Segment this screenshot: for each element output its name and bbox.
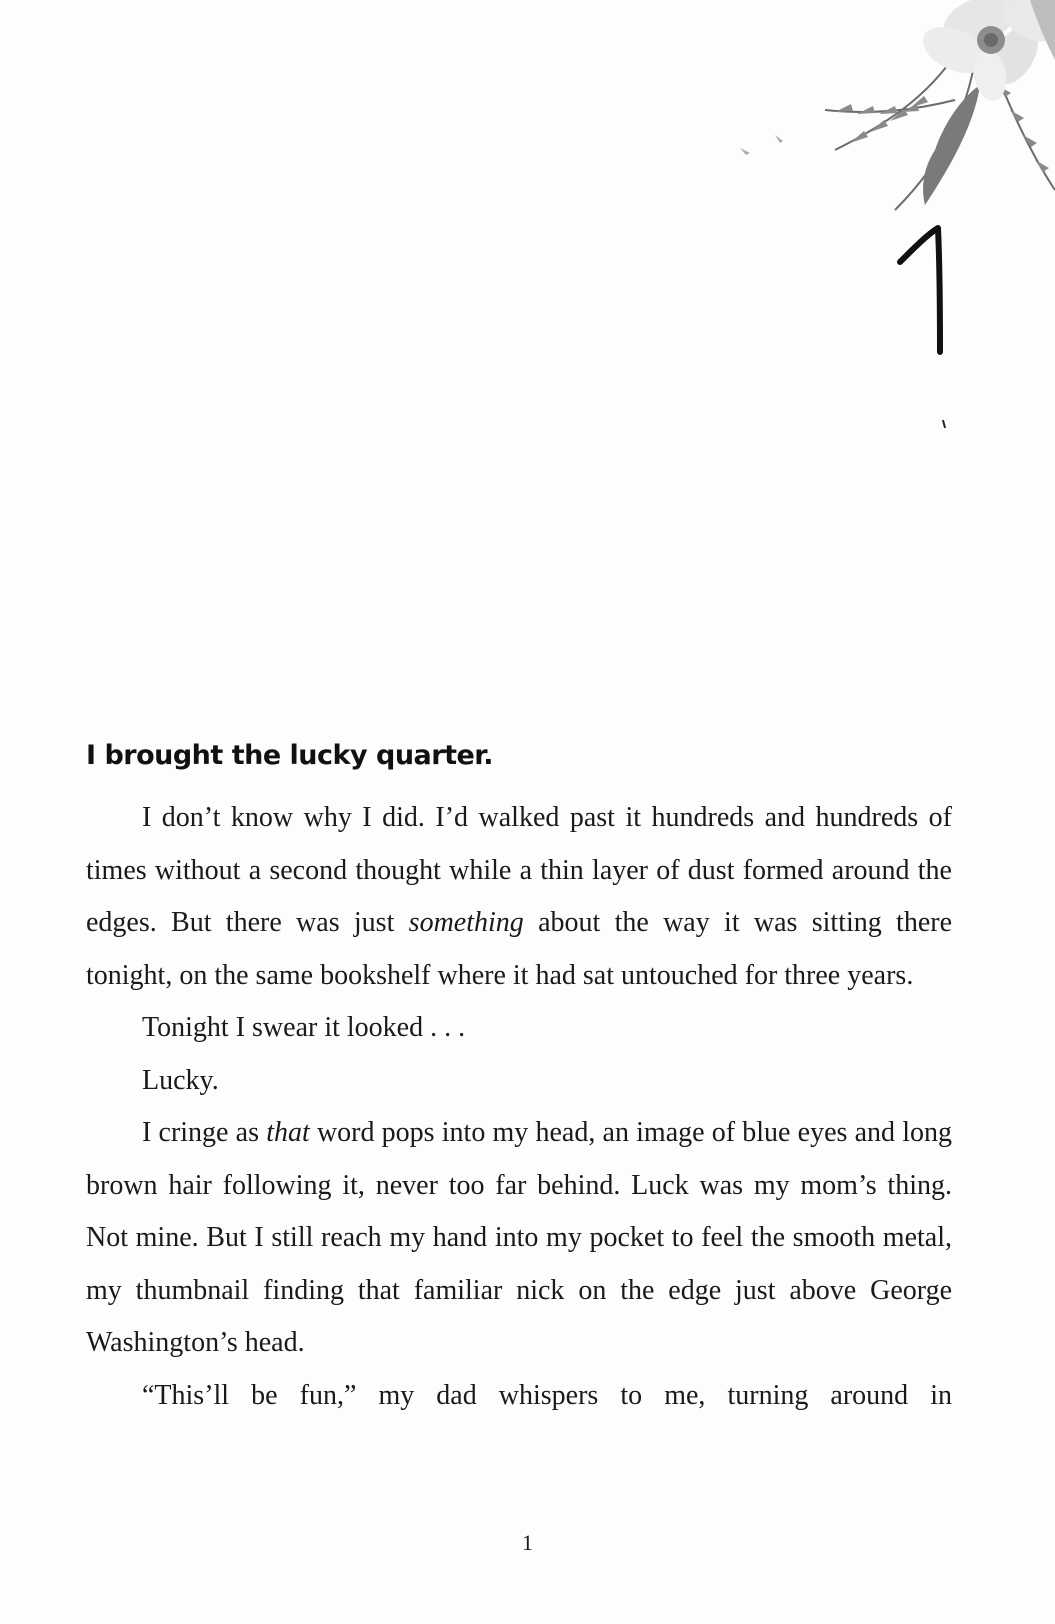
paragraph: Lucky. bbox=[142, 1064, 219, 1096]
print-speck bbox=[942, 420, 946, 428]
body-text bbox=[86, 792, 952, 1422]
page-number: 1 bbox=[522, 1530, 533, 1555]
paragraph: Tonight I swear it looked . . . bbox=[142, 1012, 466, 1043]
paragraph: I don’t know why I did. I’d walked past it hundreds and hundreds of times without a second thought while a thin layer of dust formed around the edges. But there was just something about the way it was sitting there tonight, on the same bookshelf where it had sat untouched for three years. bbox=[86, 802, 953, 991]
chapter-opening-line: I brought the lucky quarter. bbox=[86, 740, 494, 771]
chapter-number-text: 1 bbox=[890, 222, 891, 223]
paragraph: I cringe as that word pops into my head, an image of blue eyes and long brown hair following it, never too far behind. Luck was my mom’s thing. Not mine. But I still reach my hand into my pocket to feel the smooth metal, my thumbnail finding that familiar nick on the edge just above George Washington’s head. bbox=[86, 1117, 953, 1358]
paragraph: “This’ll be fun,” my dad whispers to me, turning around in bbox=[142, 1379, 952, 1411]
floral-ornament-icon bbox=[635, 0, 1055, 230]
chapter-number bbox=[890, 222, 960, 362]
